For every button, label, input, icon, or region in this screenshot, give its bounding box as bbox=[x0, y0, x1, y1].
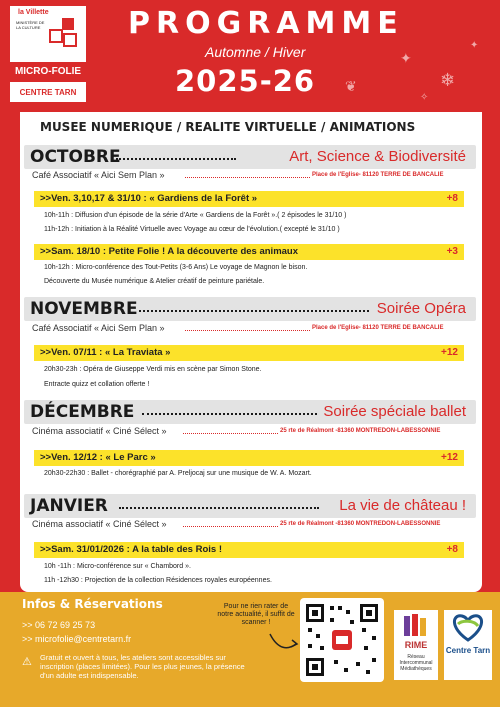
event-detail: 20h30-23h : Opéra de Giuseppe Verdi mis en scène par Simon Stone. bbox=[44, 366, 262, 373]
event-bar bbox=[34, 244, 464, 260]
event-detail: 10h-11h : Diffusion d'un épisode de la série d'Arte « Gardiens de la Forêt ».( 2 épisodes le 31/10 ) bbox=[44, 212, 347, 219]
month-theme: Soirée spéciale ballet bbox=[323, 403, 466, 420]
cubes-icon bbox=[48, 12, 80, 52]
event-detail: 11h -12h30 : Projection de la collection Résidences royales européennes. bbox=[44, 577, 272, 584]
month-header-decembre bbox=[24, 400, 476, 424]
event-title: >>Ven. 07/11 : « La Traviata » bbox=[40, 347, 171, 358]
rime-label: RIME bbox=[404, 640, 428, 650]
star-icon: ✦ bbox=[470, 40, 479, 51]
month-header-janvier bbox=[24, 494, 476, 518]
divider bbox=[183, 432, 278, 434]
venue-label: Café Associatif « Aici Sem Plan » bbox=[32, 323, 165, 333]
event-detail: 10h -11h : Micro-conférence sur « Chambord ». bbox=[44, 563, 191, 570]
month-name: NOVEMBRE bbox=[30, 299, 138, 319]
micro-folie-label: MICRO-FOLIE bbox=[10, 62, 86, 82]
star-icon: ✦ bbox=[400, 50, 412, 66]
month-name: OCTOBRE bbox=[30, 147, 121, 167]
divider bbox=[142, 413, 317, 415]
rime-sub: Réseau Intercommunal Médiathèques bbox=[399, 654, 433, 672]
qr-code-icon bbox=[300, 598, 384, 682]
subtitle: MUSEE NUMERIQUE / REALITE VIRTUELLE / ANIMATIONS bbox=[40, 120, 416, 134]
age-badge: +8 bbox=[446, 193, 458, 204]
event-detail: 20h30-22h30 : Ballet - chorégraphié par A. Preljocaj sur une musique de W. A. Mozart. bbox=[44, 470, 312, 477]
venue-address: 25 rte de Réalmont -81360 MONTREDON-LABESSONNIE bbox=[280, 428, 441, 434]
snowflake-icon: ❄ bbox=[440, 70, 456, 90]
villette-label: la Villette bbox=[18, 9, 49, 16]
month-header-octobre bbox=[24, 145, 476, 169]
year-label: 2025-26 bbox=[175, 64, 316, 98]
rime-logo bbox=[394, 610, 438, 680]
info-title: Infos & Réservations bbox=[22, 597, 163, 611]
books-icon bbox=[394, 610, 438, 640]
star-icon: ✧ bbox=[420, 92, 429, 103]
venue-address: 25 rte de Réalmont -81360 MONTREDON-LABESSONNIE bbox=[280, 521, 441, 527]
event-title: >>Ven. 12/12 : « Le Parc » bbox=[40, 452, 156, 463]
header bbox=[0, 0, 500, 112]
event-detail: 10h-12h : Micro-conférence des Tout-Petits (3-6 Ans) Le voyage de Magnon le bison. bbox=[44, 264, 308, 271]
divider bbox=[185, 176, 310, 178]
venue-address: Place de l'Eglise- 81120 TERRE DE BANCALIE bbox=[312, 172, 444, 178]
divider bbox=[183, 525, 278, 527]
email-link[interactable]: >> microfolie@centretarn.fr bbox=[22, 634, 132, 644]
age-badge: +12 bbox=[441, 347, 458, 358]
event-bar bbox=[34, 542, 464, 558]
venue-label: Cinéma associatif « Ciné Sélect » bbox=[32, 426, 167, 436]
divider bbox=[119, 507, 319, 509]
leaf-icon: ❦ bbox=[345, 78, 357, 94]
month-name: DÉCEMBRE bbox=[30, 402, 135, 422]
page-title: PROGRAMME bbox=[128, 6, 404, 41]
micro-folie-logo bbox=[8, 4, 88, 104]
divider bbox=[116, 158, 236, 160]
scan-prompt: Pour ne rien rater de notre actualité, il suffit de scanner ! bbox=[217, 603, 295, 626]
heart-icon bbox=[444, 610, 492, 644]
event-bar bbox=[34, 191, 464, 207]
event-detail: Entracte quizz et collation offerte ! bbox=[44, 381, 150, 388]
venue-label: Café Associatif « Aici Sem Plan » bbox=[32, 170, 165, 180]
centre-tarn-label: CENTRE TARN bbox=[19, 88, 77, 97]
centre-tarn-logo bbox=[444, 610, 492, 680]
phone-number[interactable]: >> 06 72 69 25 73 bbox=[22, 620, 96, 630]
event-detail: 11h-12h : Initiation à la Réalité Virtuelle avec Voyage au cœur de l'évolution.( excepté le 31/10 ) bbox=[44, 226, 340, 233]
centre-tarn-label: Centre Tarn bbox=[445, 646, 491, 655]
divider bbox=[185, 329, 310, 331]
age-badge: +3 bbox=[446, 246, 458, 257]
warning-icon: ⚠ bbox=[22, 656, 32, 668]
event-bar bbox=[34, 450, 464, 466]
event-title: >>Sam. 18/10 : Petite Folie ! A la découverte des animaux bbox=[40, 246, 299, 257]
arrow-icon bbox=[268, 630, 300, 654]
age-badge: +12 bbox=[441, 452, 458, 463]
qr-code[interactable] bbox=[300, 598, 384, 682]
event-detail: Découverte du Musée numérique & Atelier créatif de peinture pariétale. bbox=[44, 278, 265, 285]
season-label: Automne / Hiver bbox=[205, 44, 306, 60]
event-title: >>Sam. 31/01/2026 : A la table des Rois ! bbox=[40, 544, 222, 555]
event-bar bbox=[34, 345, 464, 361]
month-name: JANVIER bbox=[30, 496, 108, 516]
month-theme: Art, Science & Biodiversité bbox=[289, 148, 466, 165]
age-badge: +8 bbox=[446, 544, 458, 555]
divider bbox=[139, 310, 369, 312]
ministry-label: MINISTÈRE DE LA CULTURE bbox=[16, 20, 45, 30]
access-note: Gratuit et ouvert à tous, les ateliers sont accessibles sur inscription (places limitées). Pour les plus jeunes, la présence d'un adulte est indispensable. bbox=[40, 653, 245, 680]
month-theme: La vie de château ! bbox=[339, 497, 466, 514]
venue-address: Place de l'Eglise- 81120 TERRE DE BANCALIE bbox=[312, 325, 444, 331]
month-theme: Soirée Opéra bbox=[376, 300, 466, 317]
month-header-novembre bbox=[24, 297, 476, 321]
venue-label: Cinéma associatif « Ciné Sélect » bbox=[32, 519, 167, 529]
event-title: >>Ven. 3,10,17 & 31/10 : « Gardiens de la Forêt » bbox=[40, 193, 258, 204]
